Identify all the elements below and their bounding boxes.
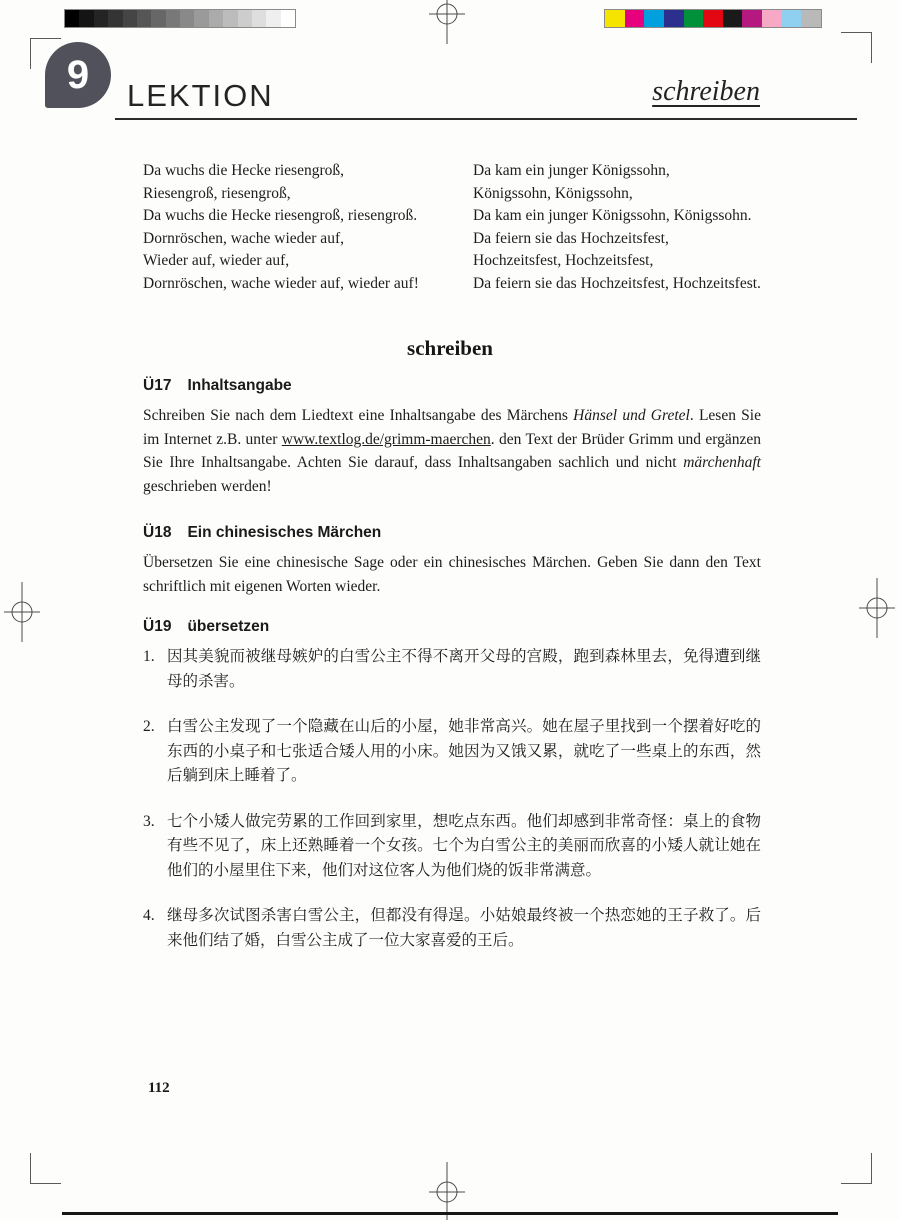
song-column-right: [473, 160, 790, 296]
song-line: Riesengroß, riesengroß,: [143, 184, 291, 202]
italic-title: Hänsel und Gretel: [573, 407, 690, 424]
body-segment: . den Text der Brüder Grimm und ergänzen Sie Ihre Inhaltsangabe. Achten Sie darauf, dass Inhaltsangaben sachlich und nicht: [143, 430, 761, 471]
exercise-number: Ü19: [143, 618, 172, 635]
song-line: Da feiern sie das Hochzeitsfest, Hochzeitsfest.: [473, 274, 761, 292]
main-content: [143, 377, 761, 974]
grayscale-calibration-bar: [64, 9, 296, 28]
crop-mark-top-right: [841, 32, 872, 63]
exercise-number: Ü17: [143, 377, 172, 394]
list-item: [143, 810, 761, 884]
exercise-u18-heading: [143, 524, 761, 542]
exercise-title: Ein chinesisches Märchen: [187, 524, 382, 541]
exercise-u17-body: [143, 404, 761, 498]
list-item: [143, 645, 761, 694]
item-number: 2.: [143, 718, 155, 735]
song-line: Dornröschen, wache wieder auf, wieder auf!: [143, 274, 419, 292]
item-number: 1.: [143, 648, 155, 665]
registration-mark-top: [429, 0, 465, 44]
song-line: Hochzeitsfest, Hochzeitsfest,: [473, 252, 654, 270]
exercise-title: Inhaltsangabe: [187, 377, 292, 394]
exercise-number: Ü18: [143, 524, 172, 541]
lesson-label: LEKTION: [127, 78, 274, 113]
item-text: 因其美貌而被继母嫉妒的白雪公主不得不离开父母的宫殿，跑到森林里去，免得遭到继母的杀害。: [167, 648, 761, 690]
item-number: 4.: [143, 907, 155, 924]
list-item: [143, 715, 761, 789]
song-line: Dornröschen, wache wieder auf,: [143, 229, 344, 247]
exercise-title: übersetzen: [187, 618, 270, 635]
bottom-trim-bar: [62, 1212, 838, 1215]
song-line: Da wuchs die Hecke riesengroß,: [143, 162, 344, 179]
song-line: Königssohn, Königssohn,: [473, 184, 633, 202]
page-topic-header: schreiben: [652, 76, 760, 107]
header-divider: [115, 118, 857, 120]
exercise-u18-body: Übersetzen Sie eine chinesische Sage oder ein chinesisches Märchen. Geben Sie dann den Text schriftlich mit eigenen Worten wieder.: [143, 554, 761, 595]
body-segment: Schreiben Sie nach dem Liedtext eine Inhaltsangabe des Märchens: [143, 407, 574, 424]
song-lyrics: [143, 160, 790, 296]
color-calibration-bar: [604, 9, 822, 28]
body-segment: geschrieben werden!: [143, 477, 272, 495]
section-heading: schreiben: [407, 336, 493, 360]
registration-mark-right: [859, 578, 895, 638]
crop-mark-bottom-right: [841, 1153, 872, 1184]
body-segment: . Lesen Sie im Internet z.B. unter: [143, 407, 761, 448]
song-line: Da kam ein junger Königssohn,: [473, 162, 670, 179]
lesson-number-badge: [45, 42, 111, 108]
registration-mark-left: [4, 582, 40, 642]
song-line: Wieder auf, wieder auf,: [143, 252, 290, 270]
item-text: 白雪公主发现了一个隐藏在山后的小屋，她非常高兴。她在屋子里找到一个摆着好吃的东西的小桌子和七张适合矮人用的小床。她因为又饿又累，就吃了一些桌上的东西，然后躺到床上睡着了。: [167, 718, 761, 784]
italic-word: märchenhaft: [683, 454, 761, 471]
translation-item-list: [143, 645, 761, 953]
exercise-u17-heading: [143, 377, 761, 395]
lesson-number: 9: [66, 52, 90, 97]
item-number: 3.: [143, 812, 155, 830]
song-column-left: [143, 160, 473, 296]
song-line: Da feiern sie das Hochzeitsfest,: [473, 229, 669, 247]
printed-url: www.textlog.de/grimm-maerchen: [281, 430, 491, 448]
list-item: [143, 904, 761, 953]
exercise-u19-heading: [143, 618, 761, 636]
song-line: Da wuchs die Hecke riesengroß, riesengroß.: [143, 207, 418, 225]
item-text: 七个小矮人做完劳累的工作回到家里，想吃点东西。他们却感到非常奇怪：桌上的食物有些不见了，床上还熟睡着一个女孩。七个为白雪公主的美丽而欣喜的小矮人就让她在他们的小屋里住下来，他们对这位客人为他们烧的饭非常满意。: [167, 812, 761, 879]
item-text: 继母多次试图杀害白雪公主，但都没有得逞。小姑娘最终被一个热恋她的王子救了。后来他们结了婚，白雪公主成了一位大家喜爱的王后。: [167, 907, 761, 949]
song-line: Da kam ein junger Königssohn, Königssohn.: [473, 207, 752, 225]
crop-mark-bottom-left: [30, 1153, 61, 1184]
page-number: 112: [148, 1080, 170, 1096]
